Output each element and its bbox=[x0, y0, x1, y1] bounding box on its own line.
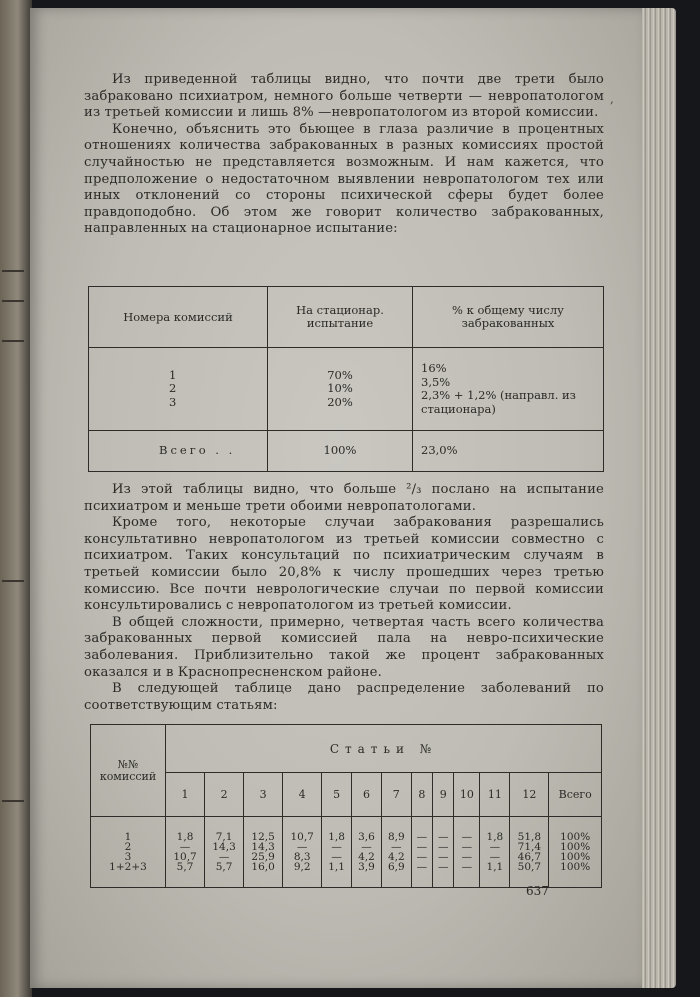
table2-cell: — bbox=[331, 851, 342, 864]
table2-column-header: 3 bbox=[244, 773, 283, 817]
paragraph: Конечно, объяснить это бьющее в глаза различие в процентных отношениях количества забракованных в разных комиссиях простой случайностью не представляется возможным. И нам кажется, что предположение о недостаточном выявлении невропатологом тех или иных отклонений со стороны психической сферы будет более правдоподобно. Об этом же говорит количество забракованных, направленных на стационарное испытание: bbox=[84, 121, 604, 237]
table1-cell: 20% bbox=[327, 394, 353, 409]
table1-header-share: % к общему числу забракованных bbox=[413, 287, 604, 348]
table2-cell: 14,3 bbox=[251, 841, 275, 854]
table2-column-header: 2 bbox=[205, 773, 244, 817]
table2-cell: 1,8 bbox=[176, 831, 194, 844]
table2-cell: 12,5 bbox=[251, 831, 275, 844]
table2-column-cells bbox=[283, 817, 322, 888]
table2-row-label: 3 bbox=[124, 851, 132, 864]
table-row bbox=[89, 348, 604, 431]
table2-cell: 5,7 bbox=[215, 861, 233, 874]
table2-cell: 46,7 bbox=[517, 851, 542, 864]
table2-cell: — bbox=[461, 851, 473, 864]
table2-cell: 4,2 bbox=[358, 851, 375, 864]
text-block-middle bbox=[84, 482, 604, 714]
table2-group-header: Статьи № bbox=[166, 725, 602, 773]
table2-cell: — bbox=[296, 841, 308, 854]
table2-row-label: 1 bbox=[124, 831, 132, 844]
table1-cell: 10% bbox=[327, 381, 353, 396]
page-edge-mark bbox=[2, 340, 24, 342]
table2-row-label: 2 bbox=[124, 841, 132, 854]
table2-cell: — bbox=[437, 831, 449, 844]
table2-cell: 3,9 bbox=[358, 861, 375, 874]
table2-column-cells bbox=[205, 817, 244, 888]
table1-total-label: Всего . . bbox=[89, 431, 268, 472]
table2-cell: — bbox=[437, 851, 449, 864]
table2-cell: 25,9 bbox=[251, 851, 275, 864]
table2-column-cells bbox=[244, 817, 283, 888]
page-edge-mark bbox=[2, 580, 24, 582]
paragraph: В следующей таблице дано распределение заболеваний по соответствующим статьям: bbox=[84, 681, 604, 713]
table1-cell: 2,3% + 1,2% (направл. из стационара) bbox=[421, 388, 576, 416]
page-edge-mark bbox=[2, 800, 24, 802]
page-edge-mark bbox=[2, 300, 24, 302]
table2-column-cells bbox=[549, 817, 602, 888]
table2-cell: — bbox=[391, 841, 402, 854]
paragraph: В общей сложности, примерно, четвертая часть всего количества забракованных первой комиссией пала на невро-психические заболевания. Приблизительно такой же процент забракованных оказался и в Краснопресненском районе. bbox=[84, 614, 604, 680]
table2-cell: — bbox=[461, 841, 473, 854]
table2-cell: 1,8 bbox=[328, 831, 345, 844]
table2-column-cells bbox=[480, 817, 510, 888]
table2-column-cells bbox=[322, 817, 352, 888]
table2-cell: 8,3 bbox=[293, 851, 311, 864]
table1-header-inpatient: На стационар. испытание bbox=[268, 287, 413, 348]
page-edge-mark bbox=[2, 270, 24, 272]
page-number: 637 bbox=[526, 884, 549, 898]
table1-total-share: 23,0% bbox=[413, 431, 604, 472]
table2-cell: 71,4 bbox=[517, 841, 542, 854]
table2-row-labels bbox=[91, 817, 166, 888]
table-row-total bbox=[89, 431, 604, 472]
table2-cell: — bbox=[461, 861, 473, 874]
table2-cell: 6,9 bbox=[387, 861, 405, 874]
table2-cell: 3,6 bbox=[358, 831, 375, 844]
table2-row-label: 1+2+3 bbox=[109, 861, 147, 874]
table2-cell: — bbox=[416, 851, 428, 864]
articles-table bbox=[90, 724, 602, 888]
table2-column-header: 10 bbox=[454, 773, 480, 817]
table2-cell: — bbox=[489, 841, 501, 854]
table2-column-header: 1 bbox=[166, 773, 205, 817]
table2-cell: 16,0 bbox=[251, 861, 275, 874]
left-page-edge bbox=[0, 0, 32, 997]
table1-cell: 2 bbox=[169, 381, 177, 396]
table2-cell: — bbox=[218, 851, 230, 864]
committee-table bbox=[88, 286, 604, 472]
table2-cell: 8,9 bbox=[387, 831, 405, 844]
table2-column-cells bbox=[433, 817, 454, 888]
paragraph: Кроме того, некоторые случаи забракования разрешались консультативно невропатологом из третьей комиссии совместно с психиатром. Таких консультаций по психиатрическим случаям в третьей комиссии было 20,8% к числу прошедших через третью комиссию. Все почти неврологические случаи по первой комиссии консультировались с невропатологом из третьей комиссии. bbox=[84, 515, 604, 614]
table2-column-cells bbox=[352, 817, 382, 888]
table2-column-header: 4 bbox=[283, 773, 322, 817]
table2-column-header: 8 bbox=[411, 773, 432, 817]
table2-column-cells bbox=[166, 817, 205, 888]
table2-cell: 100% bbox=[560, 841, 591, 854]
table2-column-header: 9 bbox=[433, 773, 454, 817]
table2-cell: 14,3 bbox=[212, 841, 236, 854]
table2-cell: 4,2 bbox=[387, 851, 405, 864]
paragraph: Из этой таблицы видно, что больше ²/₃ послано на испытание психиатром и меньше трети обоими невропатологами. bbox=[84, 482, 604, 514]
stray-mark: , bbox=[610, 92, 614, 106]
table2-column-header: 7 bbox=[381, 773, 411, 817]
table2-cell: 1,1 bbox=[486, 861, 504, 874]
table2-cell: 1,8 bbox=[486, 831, 504, 844]
table2-cell: 10,7 bbox=[290, 831, 314, 844]
table2-column-cells bbox=[381, 817, 411, 888]
table2-column-header: Всего bbox=[549, 773, 602, 817]
table2-corner-header: №№ комиссий bbox=[91, 725, 166, 817]
table2-cell: — bbox=[416, 841, 428, 854]
text-block-top bbox=[84, 72, 604, 238]
book-page bbox=[30, 8, 642, 988]
table2-cell: — bbox=[489, 851, 501, 864]
table2-cell: — bbox=[416, 831, 428, 844]
table2-cell: 100% bbox=[560, 831, 591, 844]
table2-column-header: 6 bbox=[352, 773, 382, 817]
table2-column-header: 5 bbox=[322, 773, 352, 817]
table2-column-header: 11 bbox=[480, 773, 510, 817]
table2-cell: — bbox=[179, 841, 191, 854]
table2-column-cells bbox=[510, 817, 549, 888]
table2-cell: 9,2 bbox=[293, 861, 311, 874]
table2-cell: 50,7 bbox=[517, 861, 542, 874]
table1-cell: 1 bbox=[169, 367, 177, 382]
table2-cell: — bbox=[416, 861, 428, 874]
table2-cell: 51,8 bbox=[517, 831, 542, 844]
table1-cell: 70% bbox=[327, 367, 353, 382]
table1-total-stat: 100% bbox=[268, 431, 413, 472]
table2-cell: — bbox=[437, 861, 449, 874]
table2-cell: — bbox=[461, 831, 473, 844]
table2-cell: 100% bbox=[560, 861, 591, 874]
table2-column-header: 12 bbox=[510, 773, 549, 817]
table2-cell: 7,1 bbox=[215, 831, 233, 844]
table2-cell: 100% bbox=[560, 851, 591, 864]
table2-cell: — bbox=[437, 841, 449, 854]
table2-cell: 1,1 bbox=[328, 861, 345, 874]
table1-cell: 3,5% bbox=[421, 374, 451, 389]
table1-cell: 3 bbox=[169, 394, 177, 409]
paragraph: Из приведенной таблицы видно, что почти две трети было забраковано психиатром, немного больше четверти — невропатологом из третьей комиссии и лишь 8% —невропатологом из второй комиссии. bbox=[84, 72, 604, 121]
table2-column-cells bbox=[411, 817, 432, 888]
table2-cell: 10,7 bbox=[173, 851, 197, 864]
table2-cell: — bbox=[331, 841, 342, 854]
table2-cell: 5,7 bbox=[176, 861, 194, 874]
table2-column-cells bbox=[454, 817, 480, 888]
table1-header-commission: Номера комиссий bbox=[89, 287, 268, 348]
table2-cell: — bbox=[361, 841, 372, 854]
table1-cell: 16% bbox=[421, 361, 447, 375]
